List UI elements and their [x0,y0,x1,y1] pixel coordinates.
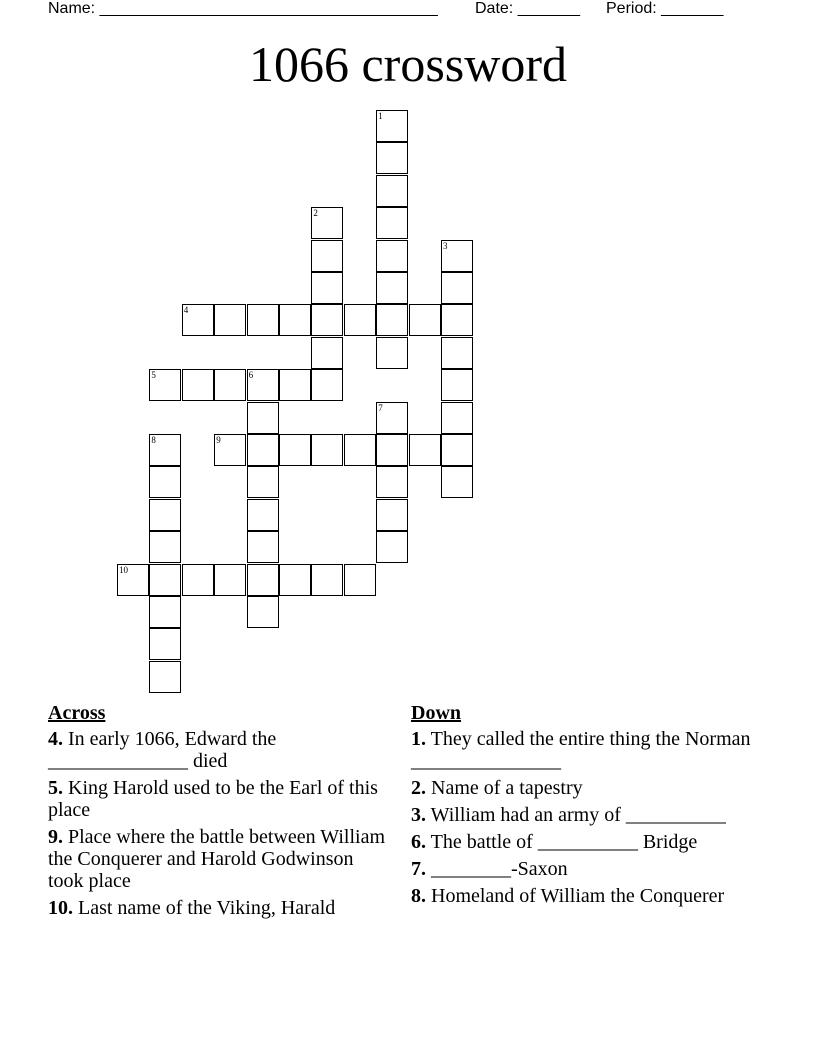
crossword-cell[interactable] [279,369,311,401]
crossword-cell[interactable] [214,304,246,336]
crossword-cell[interactable] [149,369,181,401]
crossword-cell[interactable] [409,304,441,336]
crossword-cell[interactable] [441,466,473,498]
crossword-cell[interactable] [279,564,311,596]
crossword-cell[interactable] [149,661,181,693]
clue-number: 3. [411,804,426,826]
clue-number: 5. [48,777,63,799]
clue-text: Last name of the Viking, Harald [78,897,336,919]
period-field[interactable]: Period: _______ [606,0,724,17]
across-clue [48,777,388,821]
across-clue [48,897,388,919]
down-clue [411,885,751,907]
crossword-cell[interactable] [247,304,279,336]
down-clue [411,831,751,853]
clue-number: 1. [411,728,426,750]
across-clue [48,728,388,772]
clue-text: The battle of __________ Bridge [430,831,698,853]
cell-number: 9 [216,435,221,445]
crossword-cell[interactable] [441,434,473,466]
cell-number: 4 [183,305,189,316]
crossword-cell[interactable] [279,304,311,336]
down-clue [411,804,751,826]
clue-number: 2. [411,777,426,799]
crossword-cell[interactable] [376,207,408,239]
crossword-cell[interactable] [311,564,343,596]
crossword-cell[interactable] [279,434,311,466]
crossword-cell[interactable] [311,207,343,239]
across-clues [48,702,388,924]
crossword-cell[interactable] [376,499,408,531]
crossword-cell[interactable] [344,564,376,596]
clue-number: 10. [48,897,73,919]
cell-number: 8 [151,435,156,445]
cell-number: 3 [443,240,448,251]
crossword-cell[interactable] [376,110,408,142]
crossword-cell[interactable] [376,142,408,174]
crossword-cell[interactable] [376,272,408,304]
clue-number: 8. [411,885,426,907]
crossword-cell[interactable] [441,402,473,434]
crossword-cell[interactable] [441,240,473,272]
crossword-cell[interactable] [247,564,279,596]
clue-text: Name of a tapestry [431,777,583,799]
across-heading: Across [48,702,106,724]
clue-number: 4. [48,728,63,750]
clue-text: They called the entire thing the Norman _______________ [411,728,751,772]
crossword-cell[interactable] [344,434,376,466]
name-field[interactable]: Name: ______________________________________ [48,0,438,17]
down-clues [411,702,751,912]
down-clue [411,777,751,799]
cell-number: 7 [378,402,383,413]
crossword-cell[interactable] [441,272,473,304]
crossword-cell[interactable] [149,499,181,531]
crossword-cell[interactable] [149,564,181,596]
crossword-cell[interactable] [376,304,408,336]
clue-text: King Harold used to be the Earl of this place [48,777,378,821]
crossword-cell[interactable] [182,564,214,596]
crossword-cell[interactable] [247,434,279,466]
crossword-cell[interactable] [409,434,441,466]
crossword-cell[interactable] [247,369,279,401]
cell-number: 5 [151,370,156,381]
crossword-cell[interactable] [441,304,473,336]
cell-number: 6 [248,370,254,381]
crossword-cell[interactable] [376,402,408,434]
crossword-cell[interactable] [376,175,408,207]
crossword-cell[interactable] [376,337,408,369]
clue-text: William had an army of __________ [430,804,726,826]
clue-number: 6. [411,831,426,853]
crossword-cell[interactable] [214,564,246,596]
crossword-cell[interactable] [149,434,181,466]
crossword-cell[interactable] [247,402,279,434]
crossword-cell[interactable] [376,466,408,498]
crossword-cell[interactable] [182,304,214,336]
crossword-cell[interactable] [311,240,343,272]
crossword-cell[interactable] [311,272,343,304]
crossword-cell[interactable] [214,434,246,466]
cell-number: 1 [378,111,383,121]
crossword-cell[interactable] [214,369,246,401]
cell-number: 10 [119,564,128,575]
crossword-cell[interactable] [149,628,181,660]
crossword-cell[interactable] [376,434,408,466]
crossword-cell[interactable] [376,531,408,563]
clue-text: ________-Saxon [431,858,568,880]
crossword-cell[interactable] [247,531,279,563]
crossword-cell[interactable] [311,337,343,369]
down-clue [411,728,751,772]
across-clue [48,826,388,892]
crossword-cell[interactable] [376,240,408,272]
cell-number: 2 [313,208,318,219]
clue-text: Homeland of William the Conquerer [431,885,725,907]
crossword-cell[interactable] [344,304,376,336]
crossword-cell[interactable] [149,596,181,628]
crossword-cell[interactable] [247,596,279,628]
crossword-cell[interactable] [182,369,214,401]
clue-text: In early 1066, Edward the ______________ died [48,728,277,772]
crossword-cell[interactable] [247,466,279,498]
crossword-cell[interactable] [149,466,181,498]
crossword-cell[interactable] [247,499,279,531]
down-clue [411,858,751,880]
page-title: 1066 crossword [248,36,568,92]
crossword-cell[interactable] [149,531,181,563]
down-heading: Down [411,702,462,724]
crossword-cell[interactable] [311,369,343,401]
crossword-cell[interactable] [441,369,473,401]
crossword-cell[interactable] [311,434,343,466]
date-field[interactable]: Date: _______ [475,0,580,17]
crossword-cell[interactable] [441,337,473,369]
clue-number: 9. [48,826,63,848]
clue-number: 7. [411,858,426,880]
clue-text: Place where the battle between William the Conquerer and Harold Godwinson took place [48,826,386,892]
crossword-cell[interactable] [311,304,343,336]
crossword-cell[interactable] [117,564,149,596]
